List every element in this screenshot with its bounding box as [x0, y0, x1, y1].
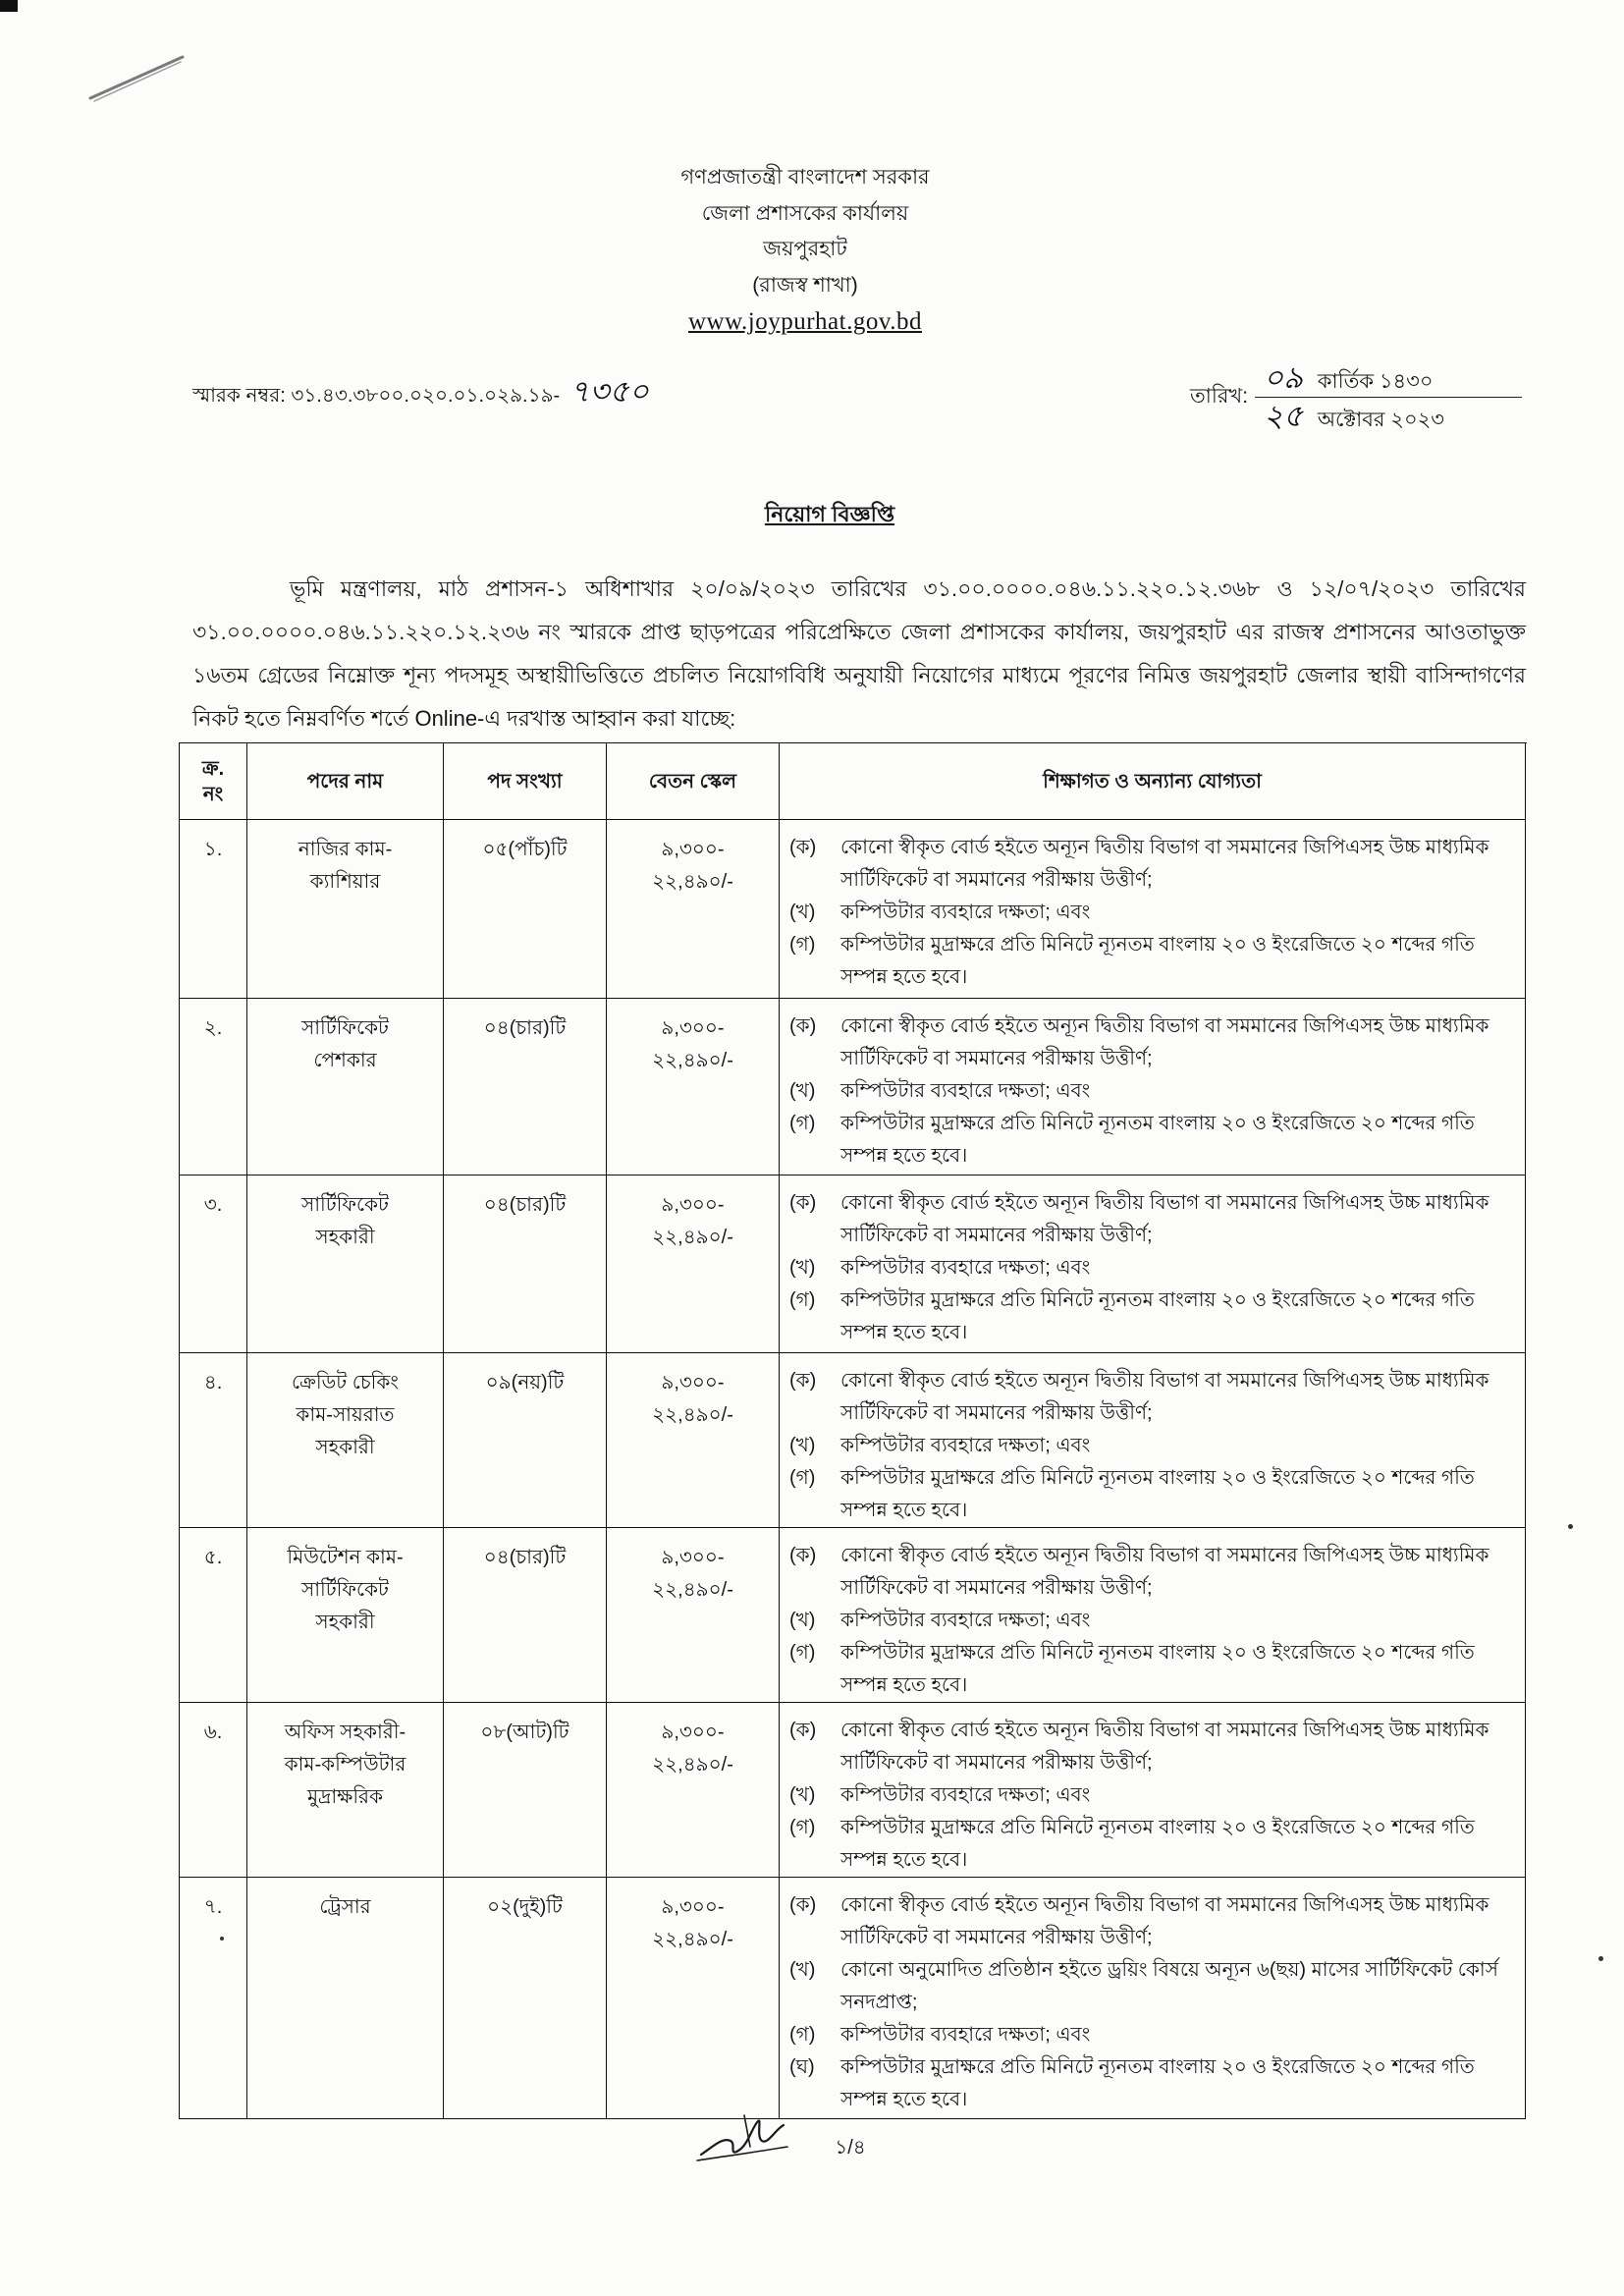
post-count-cell — [444, 1878, 607, 2119]
serial-cell — [180, 1528, 247, 1703]
qualification-label: (ঘ) — [789, 2056, 815, 2078]
qualification-item — [789, 2051, 1511, 2116]
qualification-text: কোনো স্বীকৃত বোর্ড হইতে অন্যূন দ্বিতীয় বিভাগ বা সমমানের জিপিএসহ উচ্চ মাধ্যমিক সার্টিফিকেট বা সমমানের পরীক্ষায় উত্তীর্ণ; — [840, 1192, 1489, 1246]
table-body — [180, 820, 1527, 2119]
qualification-text: কম্পিউটার ব্যবহারে দক্ষতা; এবং — [840, 902, 1091, 923]
qualification-label: (গ) — [789, 1467, 816, 1489]
qualification-label: (গ) — [789, 2024, 816, 2046]
post-name-cell — [247, 999, 444, 1175]
post-count: ০৪(চার)টি — [483, 1194, 567, 1216]
post-name-line: কাম-কম্পিউটার — [284, 1754, 406, 1776]
header-serial — [180, 743, 247, 820]
memo-label: স্মারক নম্বর: — [192, 385, 286, 407]
qualification-text: কম্পিউটার ব্যবহারে দক্ষতা; এবং — [840, 1435, 1091, 1456]
post-name-cell — [247, 1528, 444, 1703]
post-name-line: কাম-সায়রাত — [296, 1404, 395, 1426]
gregorian-date-day: ২৫ — [1263, 399, 1304, 434]
qualification-item — [789, 1285, 1511, 1349]
post-count-cell — [444, 1528, 607, 1703]
qualification-item — [789, 1889, 1511, 1954]
salary-scale-cell — [607, 1175, 780, 1353]
date-block — [1255, 359, 1522, 435]
post-count-cell — [444, 820, 607, 999]
qualification-label: (খ) — [789, 1080, 816, 1102]
qualification-item — [789, 1812, 1511, 1877]
qualification-item — [789, 1540, 1511, 1605]
post-name-line: সহকারী — [315, 1227, 375, 1248]
qualification-text: কম্পিউটার মুদ্রাক্ষরে প্রতি মিনিটে ন্যূনতম বাংলায় ২০ ও ইংরেজিতে ২০ শব্দের গতি সম্পন্ন হতে হবে। — [840, 1817, 1475, 1871]
salary-scale-line: ২২,৪৯০/- — [652, 1754, 733, 1776]
serial-cell — [180, 1878, 247, 2119]
gregorian-date-month-year: অক্টোবর ২০২৩ — [1317, 409, 1444, 431]
qualification-item — [789, 1462, 1511, 1527]
gregorian-date — [1255, 398, 1522, 435]
qualification-item — [789, 2019, 1511, 2051]
notice-title: নিয়োগ বিজ্ঞপ্তি — [764, 502, 895, 526]
serial-number: ২. — [203, 1017, 223, 1039]
salary-scale-cell — [607, 1353, 780, 1528]
post-name-line: অফিস সহকারী- — [284, 1722, 406, 1743]
qualification-label: (খ) — [789, 1959, 816, 1981]
post-name-line: সার্টিফিকেট — [301, 1579, 389, 1601]
salary-scale-line: ২২,৪৯০/- — [652, 871, 733, 893]
serial-number: ৩. — [203, 1194, 223, 1216]
salary-scale-cell — [607, 1878, 780, 2119]
post-name-line: সহকারী — [315, 1437, 375, 1458]
header-post-count: পদ সংখ্যা — [444, 743, 607, 820]
post-count-cell — [444, 999, 607, 1175]
post-count: ০৪(চার)টি — [483, 1547, 567, 1568]
header-serial-line: ক্র. — [201, 757, 225, 780]
serial-cell — [180, 1703, 247, 1878]
qualification-label: (ক) — [789, 1192, 817, 1214]
letterhead — [0, 160, 1610, 341]
section-name: (রাজস্ব শাখা) — [752, 273, 858, 297]
post-count: ০২(দুই)টি — [487, 1896, 563, 1918]
qualification-text: কম্পিউটার মুদ্রাক্ষরে প্রতি মিনিটে ন্যূনতম বাংলায় ২০ ও ইংরেজিতে ২০ শব্দের গতি সম্পন্ন হতে হবে। — [840, 1113, 1475, 1167]
serial-number: ৭. — [203, 1896, 223, 1918]
post-count: ০৫(পাঁচ)টি — [482, 839, 568, 860]
salary-scale-line: ৯,৩০০- — [661, 1896, 725, 1918]
qualification-cell — [780, 1878, 1526, 2119]
post-name-line: নাজির কাম- — [298, 839, 393, 860]
pencil-stroke-mark — [79, 47, 196, 110]
qualification-item — [789, 897, 1511, 929]
qualification-label: (গ) — [789, 934, 816, 956]
salary-scale-line: ৯,৩০০- — [661, 1194, 725, 1216]
qualification-cell — [780, 1528, 1526, 1703]
table-row — [180, 1878, 1527, 2119]
post-name-line: সার্টিফিকেট — [301, 1194, 389, 1216]
serial-number: ৪. — [203, 1372, 223, 1394]
salary-scale-cell — [607, 820, 780, 999]
post-count: ০৯(নয়)টি — [485, 1372, 565, 1394]
post-name-line: পেশকার — [313, 1050, 377, 1071]
salary-scale-cell — [607, 999, 780, 1175]
qualification-label: (খ) — [789, 1784, 816, 1806]
post-name-line: মুদ্রাক্ষরিক — [306, 1786, 384, 1808]
serial-number: ৬. — [203, 1722, 223, 1743]
qualification-text: কম্পিউটার ব্যবহারে দক্ষতা; এবং — [840, 2024, 1091, 2046]
qualification-label: (খ) — [789, 1257, 816, 1279]
salary-scale-line: ২২,৪৯০/- — [652, 1227, 733, 1248]
qualification-text: কোনো স্বীকৃত বোর্ড হইতে অন্যূন দ্বিতীয় বিভাগ বা সমমানের জিপিএসহ উচ্চ মাধ্যমিক সার্টিফিকেট বা সমমানের পরীক্ষায় উত্তীর্ণ; — [840, 1370, 1489, 1424]
serial-cell — [180, 1175, 247, 1353]
qualification-item — [789, 1075, 1511, 1108]
signature-mark — [693, 2107, 791, 2166]
qualification-item — [789, 1715, 1511, 1779]
notice-intro-paragraph: ভূমি মন্ত্রণালয়, মাঠ প্রশাসন-১ অধিশাখার ২০/০৯/২০২৩ তারিখের ৩১.০০.০০০০.০৪৬.১১.২২০.১২.৩৬৮ ও ১২/০৭/২০২৩ তারিখের ৩১.০০.০০০০.০৪৬.১১.২২০.১২.২৩৬ নং স্মারকে প্রাপ্ত ছাড়পত্রের পরিপ্রেক্ষিতে জেলা প্রশাসকের কার্যালয়, জয়পুরহাট এর রাজস্ব প্রশাসনের আওতাভুক্ত ১৬তম গ্রেডের নিম্নোক্ত শূন্য পদসমূহ অস্থায়ীভিত্তিতে প্রচলিত নিয়োগবিধি অনুযায়ী নিয়োগের মাধ্যমে পূরণের নিমিত্ত জয়পুরহাট জেলার স্থায়ী বাসিন্দাগণের নিকট হতে নিম্নবর্ণিত শর্তে Online-এ দরখাস্ত আহ্বান করা যাচ্ছে: — [192, 576, 1526, 731]
qualification-cell — [780, 999, 1526, 1175]
notice-body — [192, 568, 1526, 2192]
salary-scale-line: ৯,৩০০- — [661, 1722, 725, 1743]
qualification-label: (ক) — [789, 1015, 817, 1037]
qualification-label: (খ) — [789, 1610, 816, 1631]
post-count: ০৪(চার)টি — [483, 1017, 567, 1039]
qualification-item — [789, 1108, 1511, 1173]
bangla-date-month-year: কার্তিক ১৪৩০ — [1317, 370, 1434, 393]
qualification-label: (গ) — [789, 1642, 816, 1664]
qualification-text: কোনো স্বীকৃত বোর্ড হইতে অন্যূন দ্বিতীয় বিভাগ বা সমমানের জিপিএসহ উচ্চ মাধ্যমিক সার্টিফিকেট বা সমমানের পরীক্ষায় উত্তীর্ণ; — [840, 1545, 1489, 1599]
qualification-label: (ক) — [789, 1720, 817, 1741]
page-footer — [192, 2133, 1526, 2192]
salary-scale-line: ২২,৪৯০/- — [652, 1579, 733, 1601]
post-name-cell — [247, 820, 444, 999]
office-name: জেলা প্রশাসকের কার্যালয় — [701, 201, 909, 225]
scan-speck — [1568, 1524, 1573, 1529]
memo-number: ৩১.৪৩.৩৮০০.০২০.০১.০২৯.১৯- — [291, 385, 561, 407]
qualification-text: কোনো স্বীকৃত বোর্ড হইতে অন্যূন দ্বিতীয় বিভাগ বা সমমানের জিপিএসহ উচ্চ মাধ্যমিক সার্টিফিকেট বা সমমানের পরীক্ষায় উত্তীর্ণ; — [840, 1720, 1489, 1774]
post-name-cell — [247, 1353, 444, 1528]
vacancy-table — [179, 742, 1527, 2119]
memo-reference — [192, 374, 649, 413]
table-row — [180, 1353, 1527, 1528]
qualification-text: কোনো স্বীকৃত বোর্ড হইতে অন্যূন দ্বিতীয় বিভাগ বা সমমানের জিপিএসহ উচ্চ মাধ্যমিক সার্টিফিকেট বা সমমানের পরীক্ষায় উত্তীর্ণ; — [840, 837, 1489, 891]
qualification-item — [789, 1954, 1511, 2019]
website-address: www.joypurhat.gov.bd — [688, 308, 922, 335]
post-name-cell — [247, 1878, 444, 2119]
table-row — [180, 999, 1527, 1175]
salary-scale-line: ৯,৩০০- — [661, 1017, 725, 1039]
post-name-cell — [247, 1175, 444, 1353]
qualification-text: কম্পিউটার ব্যবহারে দক্ষতা; এবং — [840, 1257, 1091, 1279]
post-name-line: সার্টিফিকেট — [301, 1017, 389, 1039]
salary-scale-line: ২২,৪৯০/- — [652, 1404, 733, 1426]
salary-scale-line: ৯,৩০০- — [661, 839, 725, 860]
qualification-item — [789, 1430, 1511, 1462]
salary-scale-line: ৯,৩০০- — [661, 1547, 725, 1568]
qualification-text: কম্পিউটার মুদ্রাক্ষরে প্রতি মিনিটে ন্যূনতম বাংলায় ২০ ও ইংরেজিতে ২০ শব্দের গতি সম্পন্ন হতে হবে। — [840, 1642, 1475, 1696]
qualification-text: কম্পিউটার মুদ্রাক্ষরে প্রতি মিনিটে ন্যূনতম বাংলায় ২০ ও ইংরেজিতে ২০ শব্দের গতি সম্পন্ন হতে হবে। — [840, 1289, 1475, 1343]
qualification-cell — [780, 820, 1526, 999]
table-header-row — [180, 743, 1527, 820]
header-post-name: পদের নাম — [247, 743, 444, 820]
serial-cell — [180, 999, 247, 1175]
table-row — [180, 1175, 1527, 1353]
qualification-item — [789, 1187, 1511, 1252]
qualification-item — [789, 1365, 1511, 1430]
bangla-date-day: ০৯ — [1263, 360, 1304, 396]
qualification-item — [789, 832, 1511, 897]
scan-speck — [1598, 1956, 1603, 1961]
post-count-cell — [444, 1703, 607, 1878]
salary-scale-line: ২২,৪৯০/- — [652, 1050, 733, 1071]
district-name: জয়পুরহাট — [763, 238, 847, 260]
qualification-text: কোনো স্বীকৃত বোর্ড হইতে অন্যূন দ্বিতীয় বিভাগ বা সমমানের জিপিএসহ উচ্চ মাধ্যমিক সার্টিফিকেট বা সমমানের পরীক্ষায় উত্তীর্ণ; — [840, 1015, 1489, 1069]
qualification-label: (গ) — [789, 1289, 816, 1311]
qualification-text: কম্পিউটার ব্যবহারে দক্ষতা; এবং — [840, 1080, 1091, 1102]
serial-cell — [180, 1353, 247, 1528]
post-count-cell — [444, 1175, 607, 1353]
government-name: গণপ্রজাতন্ত্রী বাংলাদেশ সরকার — [680, 166, 930, 189]
salary-scale-line: ২২,৪৯০/- — [652, 1929, 733, 1950]
qualification-label: (গ) — [789, 1113, 816, 1134]
qualification-text: কম্পিউটার মুদ্রাক্ষরে প্রতি মিনিটে ন্যূনতম বাংলায় ২০ ও ইংরেজিতে ২০ শব্দের গতি সম্পন্ন হতে হবে। — [840, 1467, 1475, 1521]
bangla-date — [1255, 359, 1522, 398]
qualification-item — [789, 1605, 1511, 1637]
qualification-text: কম্পিউটার মুদ্রাক্ষরে প্রতি মিনিটে ন্যূনতম বাংলায় ২০ ও ইংরেজিতে ২০ শব্দের গতি সম্পন্ন হতে হবে। — [840, 934, 1475, 988]
qualification-label: (খ) — [789, 1435, 816, 1456]
post-name-line: ট্রেসার — [319, 1896, 371, 1918]
table-row — [180, 1528, 1527, 1703]
post-name-line: সহকারী — [315, 1612, 375, 1633]
qualification-text: কোনো স্বীকৃত বোর্ড হইতে অন্যূন দ্বিতীয় বিভাগ বা সমমানের জিপিএসহ উচ্চ মাধ্যমিক সার্টিফিকেট বা সমমানের পরীক্ষায় উত্তীর্ণ; — [840, 1894, 1489, 1948]
qualification-label: (গ) — [789, 1817, 816, 1838]
header-serial-line: নং — [202, 783, 224, 805]
qualification-item — [789, 1637, 1511, 1702]
salary-scale-cell — [607, 1703, 780, 1878]
post-name-line: ক্রেডিট চেকিং — [292, 1372, 399, 1394]
qualification-cell — [780, 1703, 1526, 1878]
post-name-cell — [247, 1703, 444, 1878]
header-salary-scale: বেতন স্কেল — [607, 743, 780, 820]
qualification-item — [789, 929, 1511, 994]
post-name-line: ক্যাশিয়ার — [309, 871, 381, 893]
qualification-label: (ক) — [789, 1370, 817, 1392]
qualification-text: কম্পিউটার ব্যবহারে দক্ষতা; এবং — [840, 1610, 1091, 1631]
salary-scale-line: ৯,৩০০- — [661, 1372, 725, 1394]
qualification-label: (খ) — [789, 902, 816, 923]
serial-cell — [180, 820, 247, 999]
post-count-cell — [444, 1353, 607, 1528]
qualification-text: কম্পিউটার মুদ্রাক্ষরে প্রতি মিনিটে ন্যূনতম বাংলায় ২০ ও ইংরেজিতে ২০ শব্দের গতি সম্পন্ন হতে হবে। — [840, 2056, 1475, 2110]
qualification-item — [789, 1252, 1511, 1285]
page-number: ১/৪ — [835, 2137, 866, 2159]
serial-number: ৫. — [203, 1547, 223, 1568]
serial-number: ১. — [203, 839, 223, 860]
post-name-line: মিউটেশন কাম- — [287, 1547, 404, 1568]
qualification-label: (ক) — [789, 837, 817, 858]
qualification-cell — [780, 1175, 1526, 1353]
salary-scale-cell — [607, 1528, 780, 1703]
table-row — [180, 1703, 1527, 1878]
qualification-label: (ক) — [789, 1545, 817, 1566]
qualification-item — [789, 1011, 1511, 1075]
qualification-cell — [780, 1353, 1526, 1528]
qualification-item — [789, 1779, 1511, 1812]
table-row — [180, 820, 1527, 999]
header-qualification: শিক্ষাগত ও অন্যান্য যোগ্যতা — [780, 743, 1526, 820]
qualification-text: কোনো অনুমোদিত প্রতিষ্ঠান হইতে ড্রয়িং বিষয়ে অন্যূন ৬(ছয়) মাসের সার্টিফিকেট কোর্স সনদপ্রাপ্ত; — [840, 1959, 1498, 2013]
qualification-label: (ক) — [789, 1894, 817, 1916]
qualification-text: কম্পিউটার ব্যবহারে দক্ষতা; এবং — [840, 1784, 1091, 1806]
scan-corner-mark — [0, 0, 18, 12]
date-label: তারিখ: — [1190, 385, 1249, 408]
post-count: ০৮(আট)টি — [480, 1722, 569, 1743]
memo-handwritten-number: ৭৩৫০ — [569, 374, 649, 410]
